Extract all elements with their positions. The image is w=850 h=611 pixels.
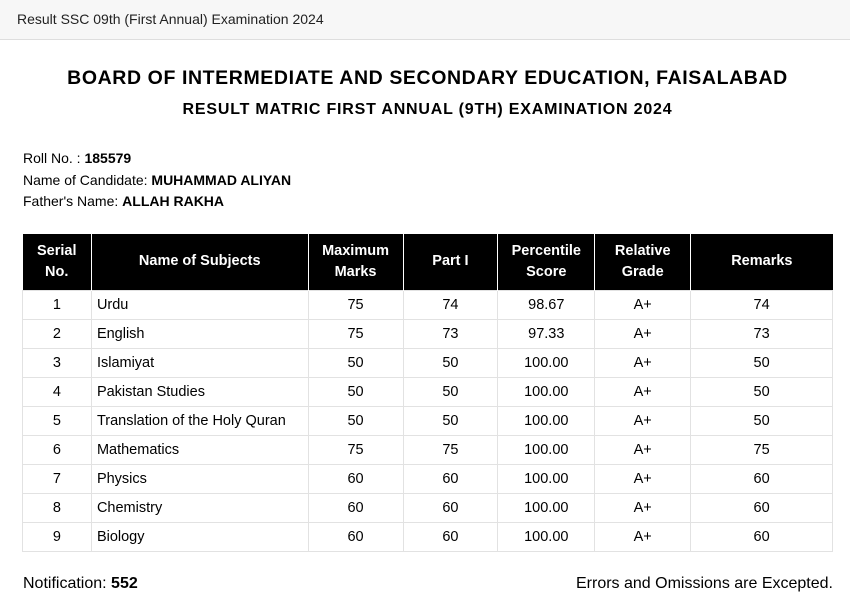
page-header-title: Result SSC 09th (First Annual) Examination 2024 [17,11,324,27]
col-grade: Relative Grade [595,234,691,290]
max-marks-cell: 60 [308,464,403,493]
col-part1: Part I [403,234,498,290]
remarks-cell: 50 [691,348,833,377]
grade-cell: A+ [595,319,691,348]
subject-cell: Islamiyat [91,348,308,377]
remarks-cell: 50 [691,377,833,406]
max-marks-cell: 75 [308,319,403,348]
grade-cell: A+ [595,406,691,435]
percentile-cell: 100.00 [498,464,595,493]
father-name-value: ALLAH RAKHA [122,193,225,209]
part1-cell: 50 [403,348,498,377]
remarks-cell: 60 [691,464,833,493]
table-row [23,290,833,319]
father-name-label: Father's Name: [23,193,123,209]
subject-cell: Biology [91,522,308,551]
candidate-name-label: Name of Candidate: [23,172,152,188]
serial-cell: 4 [23,377,92,406]
remarks-cell: 60 [691,522,833,551]
roll-value: 185579 [84,150,132,166]
table-row [23,435,833,464]
part1-cell: 60 [403,522,498,551]
table-row [23,464,833,493]
serial-cell: 9 [23,522,92,551]
percentile-cell: 100.00 [498,493,595,522]
remarks-cell: 50 [691,406,833,435]
exam-title: RESULT MATRIC FIRST ANNUAL (9TH) EXAMINATION 2024 [182,101,673,118]
col-serial: Serial No. [23,234,92,290]
max-marks-cell: 60 [308,522,403,551]
subject-cell: Translation of the Holy Quran [91,406,308,435]
remarks-cell: 75 [691,435,833,464]
roll-label: Roll No. : [23,150,85,166]
grade-cell: A+ [595,464,691,493]
serial-cell: 1 [23,290,92,319]
subject-cell: Physics [91,464,308,493]
serial-cell: 8 [23,493,92,522]
table-row [23,406,833,435]
remarks-cell: 74 [691,290,833,319]
max-marks-cell: 60 [308,493,403,522]
percentile-cell: 100.00 [498,377,595,406]
col-subject: Name of Subjects [91,234,308,290]
table-row [23,377,833,406]
col-remarks: Remarks [691,234,833,290]
table-row [23,493,833,522]
serial-cell: 3 [23,348,92,377]
serial-cell: 5 [23,406,92,435]
grade-cell: A+ [595,493,691,522]
subject-cell: Pakistan Studies [91,377,308,406]
part1-cell: 60 [403,493,498,522]
serial-cell: 2 [23,319,92,348]
part1-cell: 50 [403,377,498,406]
percentile-cell: 97.33 [498,319,595,348]
subject-cell: Urdu [91,290,308,319]
notification [23,575,138,593]
remarks-cell: 73 [691,319,833,348]
result-table [22,234,833,552]
grade-cell: A+ [595,377,691,406]
part1-cell: 50 [403,406,498,435]
subject-cell: Chemistry [91,493,308,522]
percentile-cell: 100.00 [498,435,595,464]
candidate-name-value: MUHAMMAD ALIYAN [151,172,292,188]
serial-cell: 6 [23,435,92,464]
table-row [23,522,833,551]
roll-number [23,150,131,166]
part1-cell: 75 [403,435,498,464]
part1-cell: 60 [403,464,498,493]
header-bar [0,0,850,40]
max-marks-cell: 50 [308,377,403,406]
percentile-cell: 100.00 [498,522,595,551]
grade-cell: A+ [595,522,691,551]
table-row [23,348,833,377]
grade-cell: A+ [595,435,691,464]
father-name [23,193,224,209]
max-marks-cell: 50 [308,348,403,377]
max-marks-cell: 75 [308,435,403,464]
serial-cell: 7 [23,464,92,493]
max-marks-cell: 50 [308,406,403,435]
notification-label: Notification: [23,575,112,592]
notification-value: 552 [111,575,138,592]
col-max-marks: Maximum Marks [308,234,403,290]
max-marks-cell: 75 [308,290,403,319]
subject-cell: Mathematics [91,435,308,464]
table-header-row [23,234,833,290]
remarks-cell: 60 [691,493,833,522]
subject-cell: English [91,319,308,348]
grade-cell: A+ [595,348,691,377]
col-percentile: Percentile Score [498,234,595,290]
part1-cell: 73 [403,319,498,348]
board-title: BOARD OF INTERMEDIATE AND SECONDARY EDUCATION, FAISALABAD [67,67,788,89]
disclaimer: Errors and Omissions are Excepted. [576,575,833,592]
candidate-name [23,172,291,188]
percentile-cell: 100.00 [498,348,595,377]
part1-cell: 74 [403,290,498,319]
percentile-cell: 100.00 [498,406,595,435]
percentile-cell: 98.67 [498,290,595,319]
table-row [23,319,833,348]
grade-cell: A+ [595,290,691,319]
